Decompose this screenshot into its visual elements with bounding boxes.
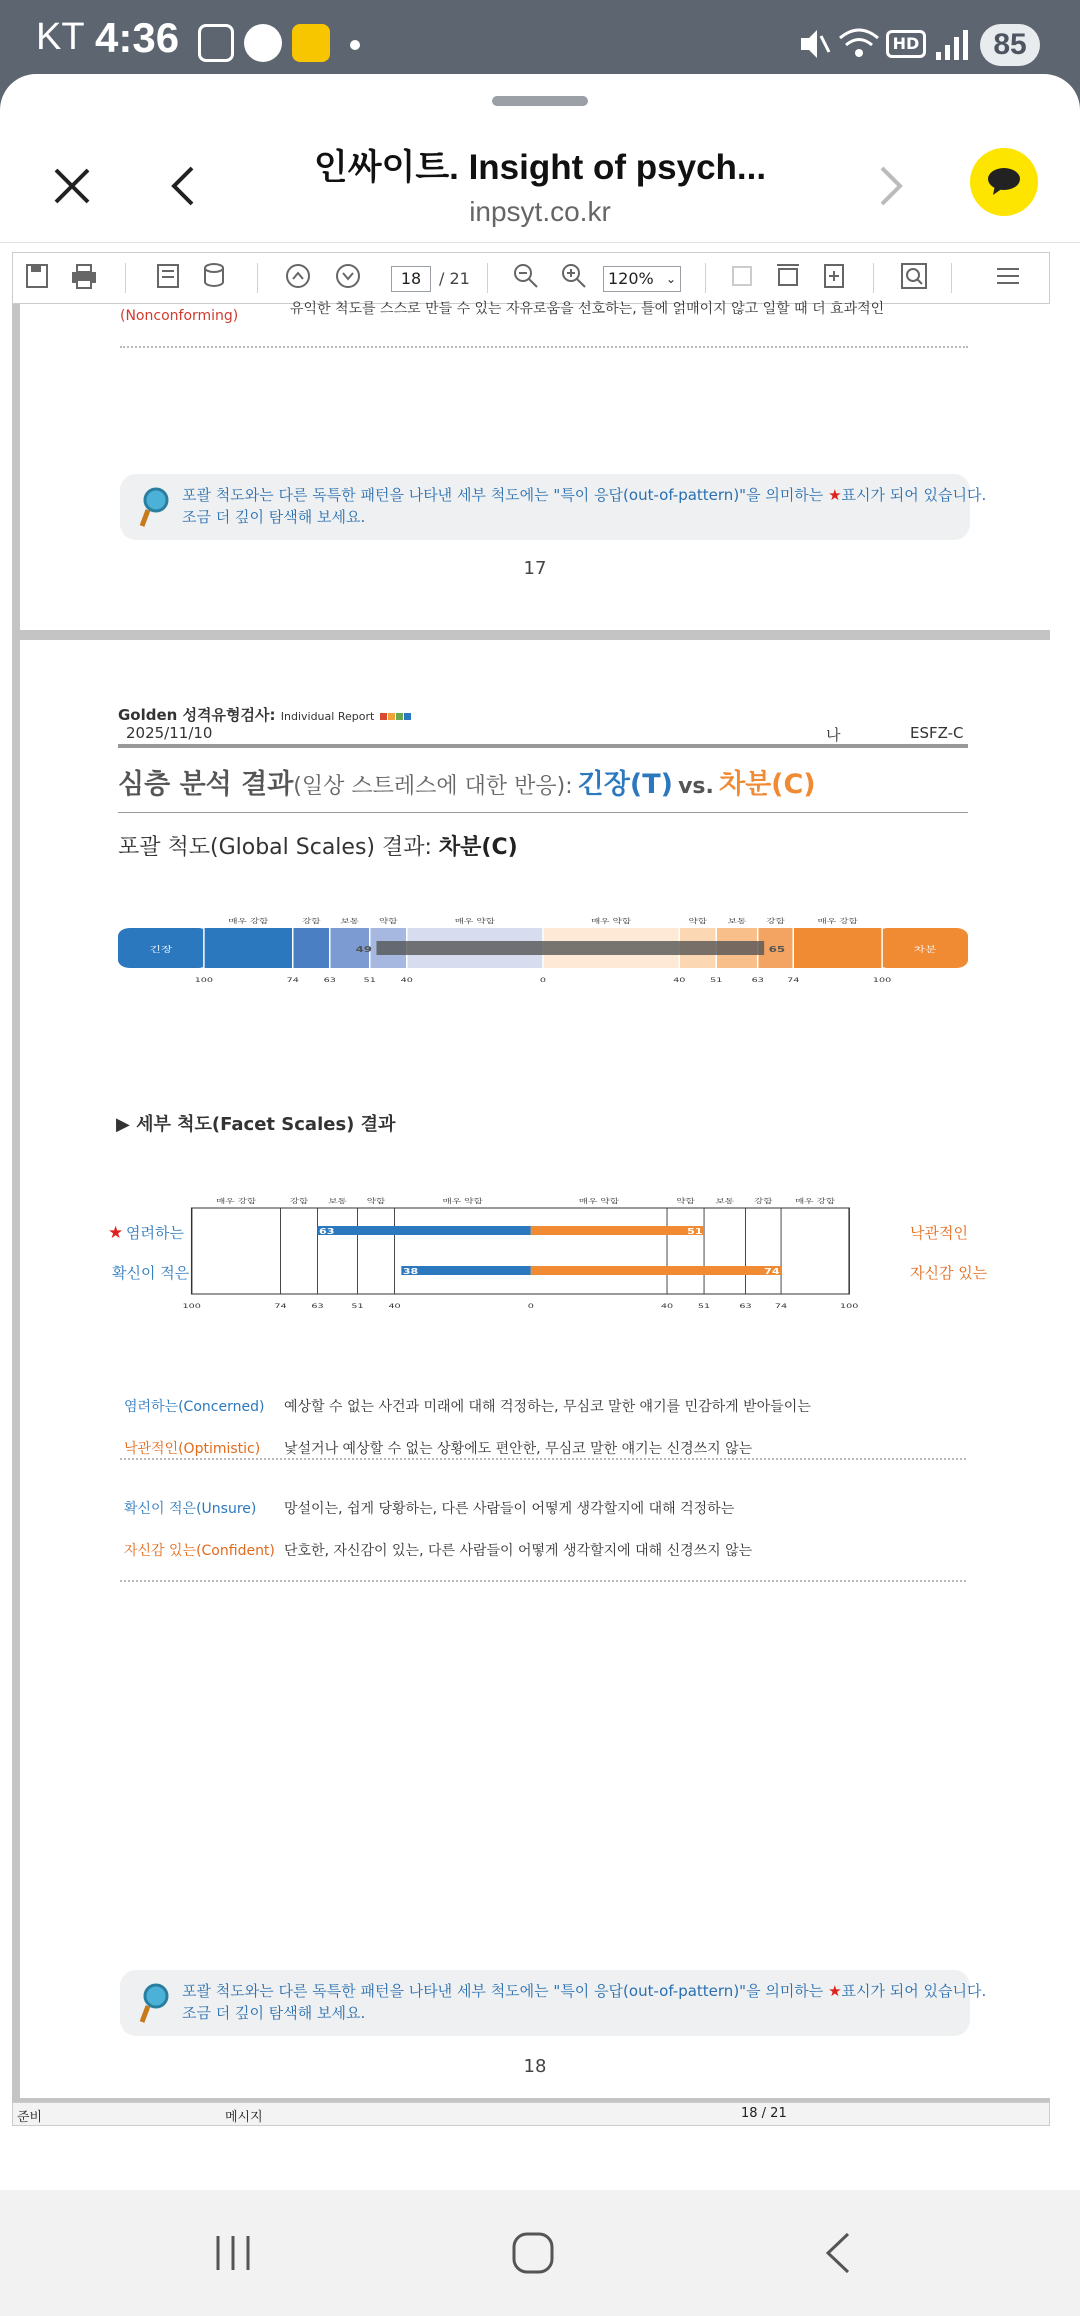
toolbar-separator [951,263,952,293]
notice-text-line2: 조금 더 깊이 탐색해 보세요. [182,2004,366,2022]
fit-page-icon[interactable] [727,261,757,291]
scale-tick: 51 [363,975,376,984]
heading-paren: (일상 스트레스에 대한 반응): [293,774,573,799]
toolbar-separator [487,263,488,293]
global-right-label: 차분 [913,945,937,955]
scale-tick: 51 [710,975,723,984]
definition-key: 낙관적인(Optimistic) [124,1441,261,1457]
band-label: 매우 강함 [215,1196,257,1205]
band-label: 매우 강함 [817,916,858,925]
viewer-toolbar [12,252,1050,304]
band-label: 약함 [366,1196,386,1205]
scale-tick: 40 [673,975,686,984]
mute-icon [795,26,831,62]
band-label: 약함 [676,1196,695,1205]
notice-text-line1a: 포괄 척도와는 다른 독특한 패턴을 나타낸 세부 척도에는 "특이 응답(out-of-pattern)"을 의미하는 [182,486,824,504]
scale-tick: 74 [286,975,299,984]
scale-band [204,928,293,968]
heading-right: 차분(C) [718,769,816,800]
band-label: 보통 [328,1196,347,1205]
toolbar-separator [125,263,126,293]
hd-voice-icon: HD [886,30,926,58]
notice-box [120,474,987,540]
page-total: / 21 [439,269,470,288]
global-score-bar [376,941,764,955]
page-number: 18 [523,2056,547,2077]
dotted-divider [120,1580,966,1582]
facet-right-bar [531,1266,781,1275]
sheet-drag-handle[interactable] [492,96,588,106]
scale-tick: 74 [774,1301,788,1310]
definition-row [124,1396,964,1416]
scale-tick: 63 [739,1301,752,1310]
definition-key: 자신감 있는(Confident) [124,1543,275,1559]
add-page-icon[interactable] [819,261,849,291]
viewer-status-strip [12,2102,1050,2126]
notice-text-line2: 조금 더 깊이 탐색해 보세요. [182,508,366,526]
facet-right-trait: 자신감 있는 [910,1264,988,1282]
band-label: 보통 [727,916,747,925]
heading-vs: vs. [678,774,714,799]
report-type: ESFZ-C [910,724,964,742]
toolbar-separator [257,263,258,293]
definition-row [124,1438,964,1458]
heading-main: 심층 분석 결과 [118,769,294,800]
toolbar-separator [705,263,706,293]
band-label: 매우 약함 [454,916,495,925]
scale-tick: 74 [787,975,800,984]
header-rule [118,744,968,748]
notice-box [120,1970,987,2036]
status-message: 메시지 [225,2110,263,2125]
next-page-icon[interactable] [333,261,363,291]
scale-tick: 40 [400,975,413,984]
scale-tick: 100 [194,975,214,984]
nonconforming-text: 유익한 척도를 스스로 만들 수 있는 자유로움을 선호하는, 틀에 얽매이지 않고 일할 때 더 효과적인 [290,301,885,317]
global-scale-chart [118,910,968,1030]
toolbar-separator [873,263,874,293]
status-bar [0,0,1080,74]
menu-icon[interactable] [993,261,1023,291]
close-icon[interactable] [52,166,92,206]
scale-tick: 40 [388,1301,401,1310]
definition-row [124,1540,964,1560]
report-subtitle: Individual Report [280,710,375,723]
star-icon: ★ [108,1223,124,1243]
kakao-chat-button[interactable] [970,148,1038,216]
dotted-divider [120,1458,966,1460]
scale-tick: 63 [323,975,336,984]
notice-text-line1b: 표시가 되어 있습니다. [841,486,987,504]
band-label: 약함 [378,916,398,925]
scale-tick: 63 [751,975,764,984]
zoom-value: 120% [608,269,654,288]
zoom-out-icon[interactable] [511,261,541,291]
status-ready: 준비 [17,2110,43,2125]
global-heading [118,830,518,861]
app-notification-icon [292,24,330,62]
screenshot-icon [198,24,234,62]
page-number: 17 [523,558,547,579]
forward-icon[interactable] [878,164,906,208]
band-label: 매우 강함 [795,1196,836,1205]
definition-row [124,1498,964,1518]
clock: 4:36 [95,14,180,61]
chat-bubble-icon [987,167,1021,197]
scale-tick: 51 [697,1301,711,1310]
band-label: 강함 [766,916,785,925]
scale-tick: 40 [660,1301,674,1310]
carrier-label: KT [36,16,85,58]
report-header [118,704,411,725]
zoom-select[interactable] [603,266,681,292]
heading-rule [118,812,968,813]
print-icon[interactable] [69,261,99,291]
star-icon: ★ [828,1982,842,2000]
band-label: 강함 [753,1196,773,1205]
definition-text: 예상할 수 없는 사건과 미래에 대해 걱정하는, 무심코 말한 얘기를 민감하게 받아들이는 [284,1399,811,1415]
facet-left-bar [401,1266,530,1275]
facet-right-score: 74 [764,1267,780,1277]
back-icon[interactable] [168,164,196,208]
pdf-viewer[interactable] [12,301,1050,2102]
page-title: 인싸이트. Insight of psych... [313,148,767,187]
scale-tick: 51 [351,1301,364,1310]
notice-text-line1a: 포괄 척도와는 다른 독특한 패턴을 나타낸 세부 척도에는 "특이 응답(out-of-pattern)"을 의미하는 [182,1982,824,2000]
report-name: 나 [826,726,841,744]
magnifier-icon [138,486,170,530]
scale-band [793,928,882,968]
chevron-down-icon: ⌄ [665,272,676,286]
nonconforming-label: (Nonconforming) [120,308,239,324]
global-left-label: 긴장 [149,945,173,955]
facet-right-bar [531,1226,704,1235]
facet-left-score: 63 [319,1227,335,1237]
more-notifications-dot [350,40,360,50]
global-result: 차분(C) [438,835,518,860]
definition-key: 확신이 적은(Unsure) [124,1501,257,1517]
facet-left-trait: 염려하는 [126,1224,184,1242]
scale-tick: 0 [539,975,547,984]
global-right-score: 65 [768,945,786,955]
band-label: 강함 [301,916,321,925]
prev-page-icon[interactable] [283,261,313,291]
recent-apps-icon[interactable] [212,2232,254,2274]
page-url[interactable]: inpsyt.co.kr [469,196,611,227]
definition-text: 낯설거나 예상할 수 없는 상황에도 편안한, 무심코 말한 얘기는 신경쓰지 않는 [284,1441,753,1457]
facet-left-bar [318,1226,531,1235]
scale-tick: 74 [274,1301,287,1310]
band-label: 강함 [289,1196,309,1205]
database-icon[interactable] [201,261,231,291]
facet-scale-group [182,1197,858,1310]
global-scale-group [118,917,968,984]
magnifier-icon [138,1982,170,2026]
android-nav-bar [0,2190,1080,2316]
global-title: 포괄 척도(Global Scales) 결과: [118,835,432,860]
zoom-in-icon[interactable] [559,261,589,291]
scale-band [293,928,330,968]
scale-tick: 0 [527,1301,534,1310]
band-label: 보통 [340,916,360,925]
band-label: 매우 약함 [442,1196,483,1205]
analysis-heading [118,762,816,801]
report-title: Golden 성격유형검사: [118,706,276,724]
facet-right-score: 51 [687,1227,703,1237]
heading-left: 긴장(T) [577,769,673,800]
fit-width-icon[interactable] [773,261,803,291]
dotted-divider [120,346,968,348]
scale-tick: 100 [182,1301,201,1310]
facet-right-trait: 낙관적인 [910,1224,968,1242]
band-label: 약함 [688,916,708,925]
facet-frame [192,1208,849,1294]
band-label: 매우 강함 [228,916,269,925]
wifi-icon [838,26,880,62]
page-number-input[interactable]: 18 [391,266,431,292]
signal-icon [934,28,970,62]
facet-left-trait: 확신이 적은 [112,1264,190,1282]
scale-tick: 63 [311,1301,324,1310]
definition-key: 염려하는(Concerned) [124,1399,265,1415]
pdf-page-17 [20,301,1050,630]
home-icon[interactable] [510,2230,556,2276]
talk-icon [244,24,282,62]
header-divider [0,242,1080,243]
band-label: 매우 약함 [578,1196,620,1205]
notice-text-line1b: 표시가 되어 있습니다. [841,1982,987,2000]
global-left-score: 49 [355,945,373,955]
star-icon: ★ [828,486,842,504]
scale-tick: 100 [839,1301,859,1310]
search-icon[interactable] [899,261,929,291]
battery-level: 85 [980,24,1040,66]
pdf-page-18 [20,640,1050,2098]
save-icon[interactable] [23,261,53,291]
thumbnails-icon[interactable] [153,261,183,291]
definition-text: 단호한, 자신감이 있는, 다른 사람들이 어떻게 생각할지에 대해 신경쓰지 않는 [284,1543,753,1559]
report-date: 2025/11/10 [126,724,213,742]
scale-tick: 100 [872,975,892,984]
facet-left-score: 38 [402,1267,419,1277]
facet-scale-chart [110,1190,990,1330]
definition-text: 망설이는, 쉽게 당황하는, 다른 사람들이 어떻게 생각할지에 대해 걱정하는 [284,1501,735,1517]
band-label: 보통 [715,1196,735,1205]
back-nav-icon[interactable] [822,2230,854,2276]
band-label: 매우 약함 [591,916,632,925]
status-page: 18 / 21 [741,2106,787,2121]
facet-heading: ▶ 세부 척도(Facet Scales) 결과 [116,1114,396,1135]
